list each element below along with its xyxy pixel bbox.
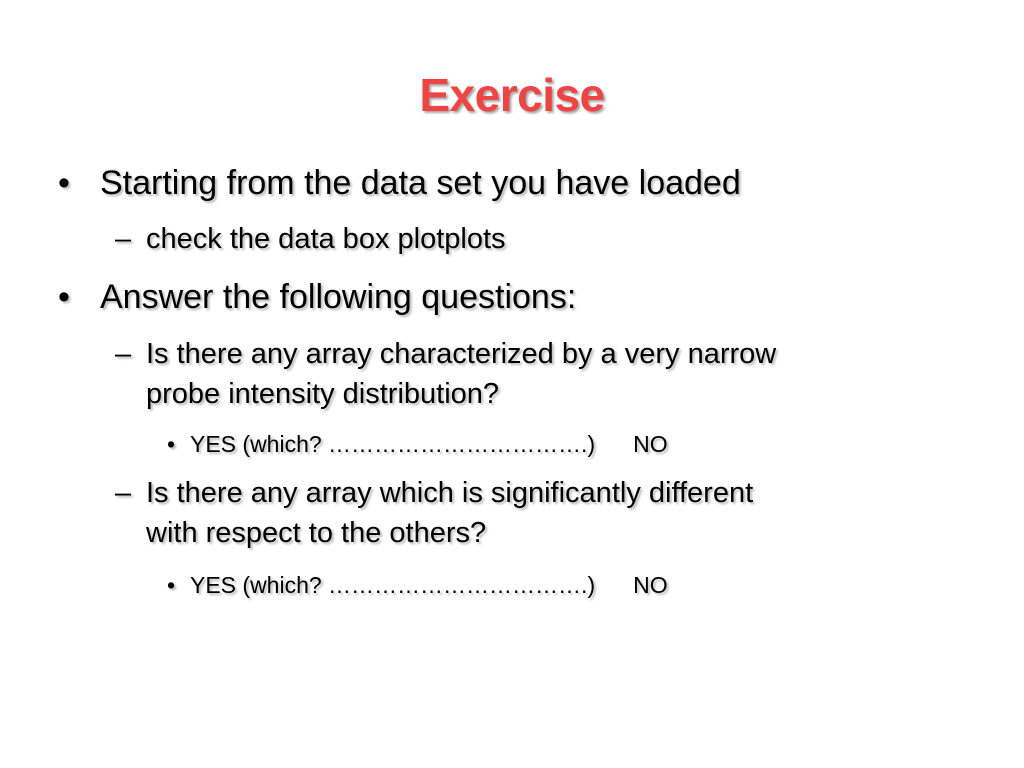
bullet-2-glyph: • bbox=[58, 278, 70, 316]
question-1-no-option: NO bbox=[633, 431, 668, 457]
question-1-line-1: Is there any array characterized by a very narrow bbox=[146, 338, 777, 370]
slide-title: Exercise bbox=[419, 69, 605, 121]
bullet-1-glyph: • bbox=[58, 164, 70, 202]
question-2-yes-option: YES (which? …………………………….) bbox=[190, 572, 596, 598]
question-1-answer-bullet: • bbox=[167, 431, 176, 457]
question-2-answer bbox=[190, 572, 668, 599]
question-2-line-1: Is there any array which is significantly different bbox=[146, 477, 754, 509]
question-2-answer-bullet: • bbox=[167, 572, 176, 598]
question-1-yes-option: YES (which? …………………………….) bbox=[190, 431, 596, 457]
question-1-dash: – bbox=[115, 338, 132, 370]
question-1-answer bbox=[190, 431, 668, 458]
question-2-no-option: NO bbox=[633, 572, 668, 598]
bullet-1-text: Starting from the data set you have loaded bbox=[100, 164, 741, 202]
bullet-2-text: Answer the following questions: bbox=[100, 278, 577, 316]
question-2-dash: – bbox=[115, 477, 132, 509]
bullet-1-sub-text: check the data box plotplots bbox=[146, 223, 506, 255]
bullet-1-sub-dash: – bbox=[115, 223, 132, 255]
question-2-line-2: with respect to the others? bbox=[146, 517, 487, 549]
question-1-line-2: probe intensity distribution? bbox=[146, 378, 500, 410]
